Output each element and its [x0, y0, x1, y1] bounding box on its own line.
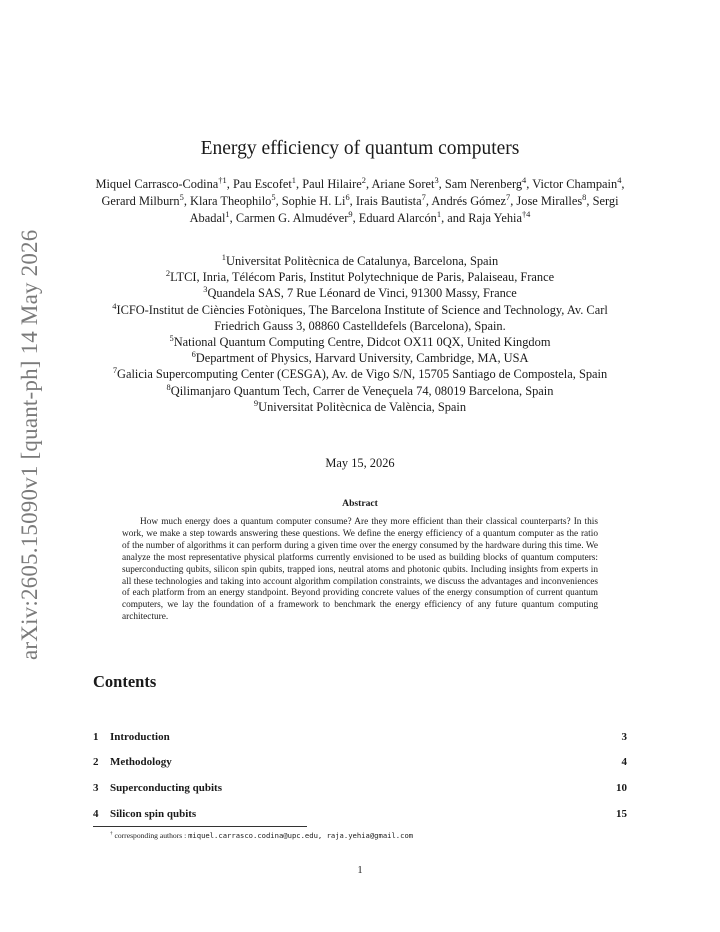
affiliation	[110, 302, 610, 334]
toc-page-number: 4	[621, 756, 627, 768]
author-affiliation-mark: †1	[218, 174, 227, 185]
toc-entry-methodology[interactable]	[93, 755, 627, 770]
affiliation-text: Qilimanjaro Quantum Tech, Carrer de Veneçuela 74, 08019 Barcelona, Spain	[170, 383, 554, 398]
author-affiliation-mark: 4	[617, 174, 622, 185]
toc-entry-superconducting-qubits[interactable]	[93, 781, 627, 796]
affiliation-number: 3	[203, 284, 208, 295]
affiliation	[110, 269, 610, 285]
toc-title: Silicon spin qubits	[110, 808, 197, 820]
author-separator: ,	[275, 194, 282, 208]
paper-title: Energy efficiency of quantum computers	[200, 138, 520, 159]
toc-number: 1	[93, 731, 99, 743]
author-name: Jose Miralles	[516, 194, 583, 208]
abstract-text: How much energy does a quantum computer consume? Are they more efficient than their classical counterparts? In this work, we make a step towards answering these questions. We define the energy efficiency of a quantum computer as the ratio of the number of algorithms it can perform during a given time over the energy consumed by the hardware during this time. We analyze the most representative physical platforms currently envisioned to be used as building blocks of quantum computers: superconducting qubits, silicon spin qubits, trapped ions, neutral atoms and photonic qubits. Including insights from experts in all these technologies and taking into account algorithm compilation constraints, we discuss the advantages and inconveniences of each platform from an energy standpoint. Beyond providing concrete values of the energy consumption of current quantum computers, we lay the foundation of a framework to benchmark the energy efficiency of any future quantum computing architecture.	[122, 517, 598, 623]
author-list	[92, 176, 628, 227]
affiliation	[110, 285, 610, 301]
author-affiliation-mark: 7	[421, 191, 426, 202]
toc-number: 4	[93, 808, 99, 820]
author-affiliation-mark: 5	[179, 191, 184, 202]
affiliation-text: ICFO-Institut de Ciències Fotòniques, The Barcelona Institute of Science and Technology, Av. Carl Friedrich Gauss 3, 08860 Castelldefels (Barcelona), Spain.	[116, 302, 608, 333]
author-affiliation-mark: 5	[271, 191, 276, 202]
author-name: Sophie H. Li	[281, 194, 346, 208]
author-affiliation-mark: 4	[522, 174, 527, 185]
affiliation-number: 8	[166, 381, 171, 392]
toc-entry-introduction[interactable]	[93, 730, 627, 745]
affiliation-text: Galicia Supercomputing Center (CESGA), Av. de Vigo S/N, 15705 Santiago de Compostela, Spain	[117, 367, 608, 382]
toc-page-number: 15	[616, 808, 627, 820]
contents-heading: Contents	[93, 672, 157, 691]
affiliation-number: 1	[221, 251, 227, 262]
author-name: Miquel Carrasco-Codina	[95, 177, 219, 191]
footnote-text: corresponding authors :	[114, 831, 189, 840]
author-affiliation-mark: 9	[348, 208, 353, 219]
author-affiliation-mark: 2	[361, 174, 366, 185]
author-affiliation-mark: 3	[434, 174, 439, 185]
toc-number: 2	[93, 756, 99, 768]
affiliation-text: Quandela SAS, 7 Rue Léonard de Vinci, 91300 Massy, France	[207, 286, 517, 301]
author-separator: ,	[183, 194, 191, 208]
author-name: Klara Theophilo	[190, 194, 272, 208]
affiliation	[110, 383, 610, 399]
affiliation-text: LTCI, Inria, Télécom Paris, Institut Polytechnique de Paris, Palaiseau, France	[170, 270, 555, 285]
author-name: Victor Champain	[532, 177, 618, 191]
author-name: Gerard Milburn	[101, 194, 180, 208]
author-name: Irais Bautista	[355, 194, 422, 208]
affiliation-text: Universitat Politècnica de Catalunya, Barcelona, Spain	[226, 254, 499, 268]
toc-title: Superconducting qubits	[110, 782, 222, 794]
toc-title: Methodology	[110, 756, 172, 768]
author-name: Andrés Gómez	[431, 194, 506, 208]
author-separator: ,	[425, 194, 432, 208]
affiliation	[110, 334, 610, 350]
abstract-heading: Abstract	[342, 498, 378, 509]
affiliation-text: Universitat Politècnica de València, Spain	[258, 399, 467, 414]
author-affiliation-mark: †4	[521, 208, 531, 219]
affiliation-number: 2	[165, 268, 171, 279]
author-separator: , and	[441, 211, 469, 225]
author-name: Sam Nerenberg	[444, 177, 523, 191]
footnote	[110, 830, 630, 841]
author-separator: ,	[510, 194, 517, 208]
toc-number: 3	[93, 782, 99, 794]
affiliation-text: National Quantum Computing Centre, Didcot OX11 0QX, United Kingdom	[173, 335, 551, 350]
author-separator: ,	[526, 177, 533, 191]
author-name: Eduard Alarcón	[358, 211, 437, 225]
footnote-mark: †	[110, 830, 113, 837]
author-separator: ,	[229, 211, 236, 225]
toc-page-number: 10	[616, 782, 627, 794]
affiliation	[110, 253, 610, 269]
author-affiliation-mark: 6	[345, 191, 350, 202]
affiliation	[110, 350, 610, 366]
page-number: 1	[357, 865, 363, 876]
author-separator: ,	[621, 177, 625, 191]
author-affiliation-mark: 1	[225, 208, 230, 219]
toc-title: Introduction	[110, 731, 170, 743]
affiliation-number: 9	[253, 397, 259, 408]
author-separator: ,	[438, 177, 445, 191]
affiliation-number: 5	[169, 332, 174, 343]
author-separator: ,	[349, 194, 356, 208]
affiliation-text: Department of Physics, Harvard University, Cambridge, MA, USA	[195, 351, 529, 366]
author-separator: ,	[352, 211, 359, 225]
footnote-emails[interactable]: miquel.carrasco.codina@upc.edu, raja.yehia@gmail.com	[188, 831, 414, 840]
affiliation	[110, 366, 610, 382]
affiliation-number: 7	[112, 365, 118, 376]
affiliation-list	[110, 253, 610, 415]
paper-date: May 15, 2026	[325, 456, 395, 470]
author-affiliation-mark: 1	[291, 174, 296, 185]
author-affiliation-mark: 8	[582, 191, 587, 202]
author-separator: ,	[296, 177, 303, 191]
toc-page-number: 3	[621, 731, 627, 743]
author-name: Sergi Abadal	[189, 194, 619, 225]
affiliation-number: 6	[191, 349, 196, 360]
author-name: Paul Hilaire	[302, 177, 362, 191]
author-name: Raja Yehia	[468, 211, 522, 225]
toc-entry-silicon-spin-qubits[interactable]	[93, 807, 627, 822]
author-separator: ,	[226, 177, 233, 191]
footnote-rule	[93, 826, 307, 827]
author-affiliation-mark: 1	[436, 208, 442, 219]
affiliation-number: 4	[112, 300, 117, 311]
arxiv-side-stamp: arXiv:2605.15090v1 [quant-ph] 14 May 2026	[17, 229, 42, 660]
affiliation	[110, 399, 610, 415]
author-separator: ,	[365, 177, 372, 191]
author-affiliation-mark: 7	[506, 191, 511, 202]
author-name: Carmen G. Almudéver	[235, 211, 349, 225]
author-name: Ariane Soret	[371, 177, 435, 191]
author-name: Pau Escofet	[232, 177, 292, 191]
author-separator: ,	[586, 194, 593, 208]
